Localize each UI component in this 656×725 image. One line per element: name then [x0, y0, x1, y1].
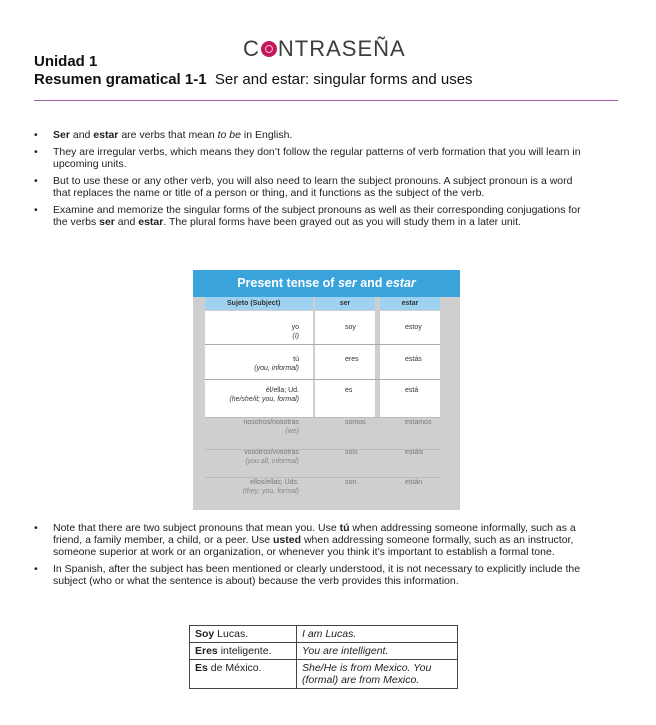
example-english: You are intelligent. [297, 643, 458, 660]
ser-ellos: son [345, 479, 357, 486]
pronoun-yo: yo (I) [291, 324, 299, 340]
row-divider [205, 379, 440, 380]
title-rest: Ser and estar: singular forms and uses [214, 71, 473, 88]
bullet-list-top [34, 129, 586, 233]
header-estar: estar [380, 297, 440, 310]
ser-vosotros: sois [345, 449, 358, 456]
divider [34, 100, 618, 101]
pronoun-el: él/ella; Ud. (he/she/it; you, formal) [229, 387, 299, 403]
brand-logo [243, 36, 406, 62]
bullet-list-bottom [34, 522, 586, 592]
table-row [190, 660, 458, 689]
ser-tu: eres [345, 356, 359, 363]
example-spanish: Eres inteligente. [190, 643, 297, 660]
page-title [34, 71, 473, 88]
pronoun-tu: tú (you, informal) [254, 356, 299, 372]
conjugation-table [193, 270, 460, 510]
bullet-item: • They are irregular verbs, which means they don’t follow the regular patterns of verb formation that you will learn in upcoming units. [34, 146, 586, 170]
estar-vosotros: estáis [405, 449, 424, 456]
pronoun-nosotros: nosotros/nosotras (we) [243, 419, 299, 435]
brand-o-icon [261, 41, 277, 57]
pronoun-ellos: ellos/ellas; Uds. (they; you, formal) [242, 479, 299, 495]
example-english: I am Lucas. [297, 626, 458, 643]
example-spanish: Soy Lucas. [190, 626, 297, 643]
brand-text-end: NTRASEÑA [277, 36, 406, 61]
brand-text-start: C [243, 36, 260, 61]
header-subject: Sujeto (Subject) [205, 297, 313, 310]
table-row [190, 626, 458, 643]
ser-el: es [345, 387, 353, 394]
table-row [190, 643, 458, 660]
bullet-item: • Note that there are two subject pronouns that mean you. Use tú when addressing someone informally, such as a friend, a family member, a child, or a peer. Use usted when addressing someone formally, such as an instructor, someone superior at work or an organization, or whenever you think it’s important to establish a formal tone. [34, 522, 586, 558]
estar-yo: estoy [405, 324, 422, 331]
bullet-item: • But to use these or any other verb, you will also need to learn the subject pronouns. A subject pronoun is a word that replaces the name or title of a person or thing, and it functions as the subject of the verb. [34, 175, 586, 199]
ser-yo: soy [345, 324, 356, 331]
estar-el: está [405, 387, 419, 394]
example-english: She/He is from Mexico. You (formal) are from Mexico. [297, 660, 458, 689]
examples-table [189, 625, 458, 689]
bullet-item: • In Spanish, after the subject has been mentioned or clearly understood, it is not necessary to explicitly include the subject (who or what the sentence is about) because the verb provides this information. [34, 563, 586, 587]
ser-nosotros: somos [345, 419, 366, 426]
title-bold: Resumen gramatical 1-1 [34, 71, 207, 88]
table-caption: Present tense of ser and estar [193, 270, 460, 297]
estar-nosotros: estamos [405, 419, 432, 426]
unit-label: Unidad 1 [34, 53, 98, 70]
row-divider [205, 344, 440, 345]
estar-ellos: están [405, 479, 423, 486]
bullet-item: • Ser and estar are verbs that mean to be in English. [34, 129, 586, 141]
pronoun-vosotros: vosotros/vosotras (you all, informal) [244, 449, 299, 465]
header-ser: ser [315, 297, 375, 310]
estar-tu: estás [405, 356, 422, 363]
example-spanish: Es de México. [190, 660, 297, 689]
bullet-item: • Examine and memorize the singular forms of the subject pronouns as well as their corresponding conjugations for the verbs ser and estar. The plural forms have been grayed out as you will study them in a later unit. [34, 204, 586, 228]
